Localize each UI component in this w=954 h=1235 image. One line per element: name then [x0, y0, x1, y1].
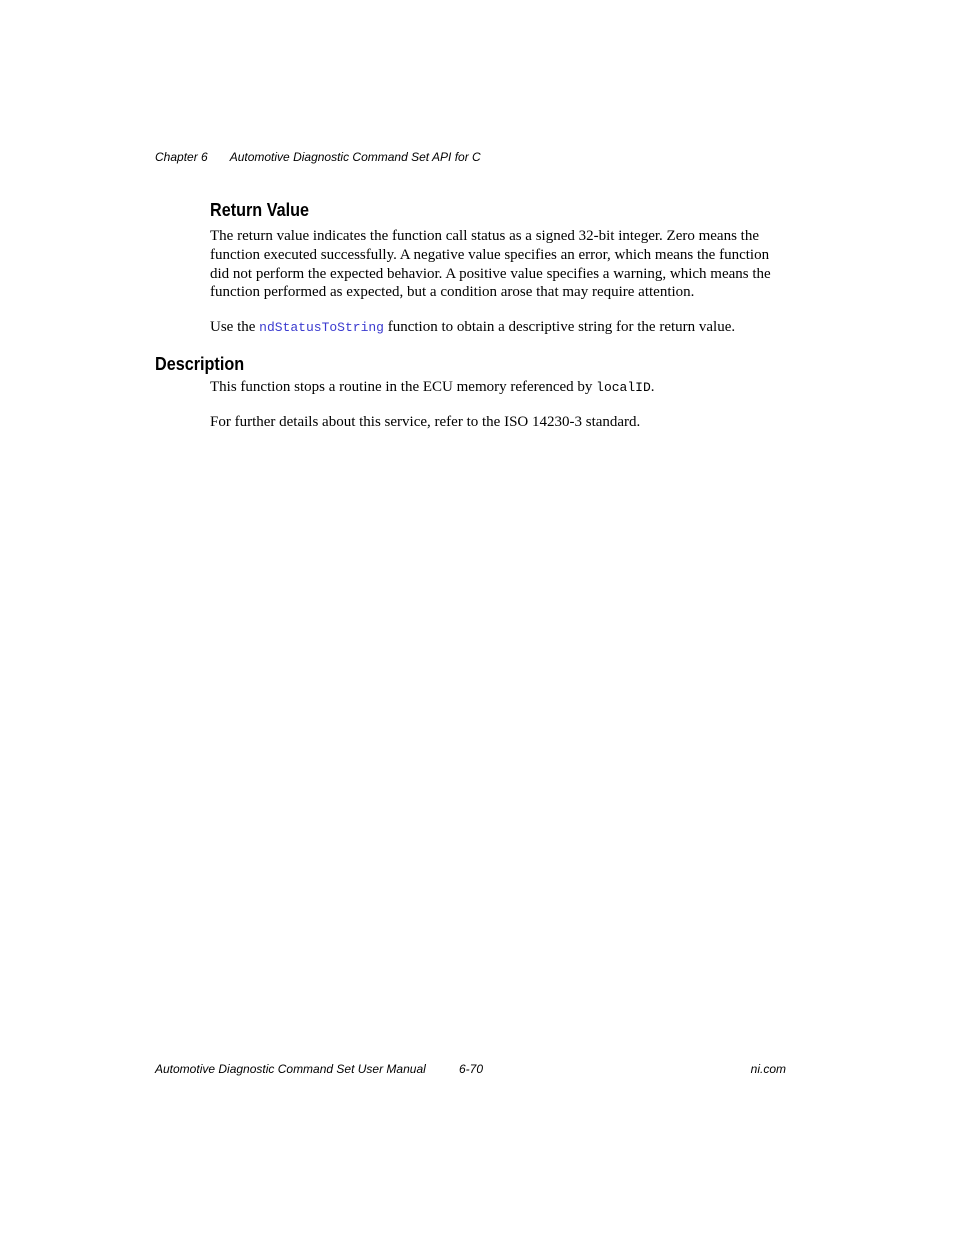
use-prefix: Use the: [210, 319, 260, 335]
running-header: [155, 150, 481, 164]
description-prefix: This function stops a routine in the ECU memory referenced by: [210, 379, 597, 395]
footer-website: ni.com: [750, 1062, 786, 1076]
iso-reference-paragraph: For further details about this service, refer to the ISO 14230-3 standard.: [210, 414, 641, 430]
chapter-title: Automotive Diagnostic Command Set API for C: [229, 150, 481, 164]
return-value-paragraph: The return value indicates the function call status as a signed 32-bit integer. Zero means the function executed successfully. A negative value specifies an error, which means the function did not perform the expected behavior. A positive value specifies a warning, which means the function performed as expected, but a condition arose that may require attention.: [210, 228, 771, 301]
description-heading: Description: [155, 354, 245, 374]
footer-manual-title: Automotive Diagnostic Command Set User Manual: [155, 1062, 426, 1076]
description-paragraph: [210, 378, 788, 398]
return-value-heading: Return Value: [210, 200, 310, 220]
footer-page-number: 6-70: [459, 1062, 484, 1076]
chapter-label: Chapter 6: [155, 150, 208, 164]
ndstatustostring-link[interactable]: ndStatusToString: [259, 320, 384, 335]
status-string-paragraph: [210, 318, 788, 338]
use-suffix: function to obtain a descriptive string for the return value.: [383, 319, 736, 335]
description-suffix: .: [650, 379, 655, 395]
localid-code: localID: [596, 380, 651, 395]
